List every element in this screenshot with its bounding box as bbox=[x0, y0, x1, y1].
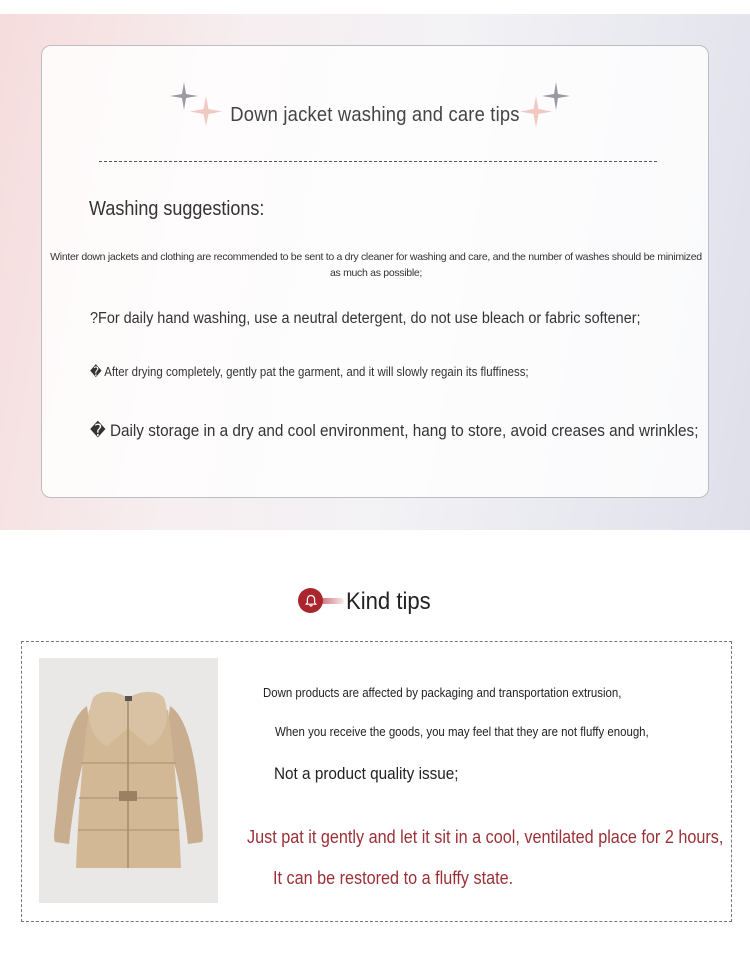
kind-tip-line: When you receive the goods, you may feel that they are not fluffy enough, bbox=[275, 724, 649, 739]
kind-tips-box bbox=[21, 641, 732, 922]
title-divider bbox=[99, 161, 657, 162]
care-tips-section bbox=[0, 14, 750, 530]
tip-item: ?For daily hand washing, use a neutral detergent, do not use bleach or fabric softener; bbox=[90, 310, 641, 327]
bell-icon bbox=[298, 588, 323, 613]
care-card-title: Down jacket washing and care tips bbox=[230, 104, 520, 126]
kind-tip-highlight: Just pat it gently and let it sit in a cool, ventilated place for 2 hours, bbox=[247, 827, 724, 847]
tip-item: � After drying completely, gently pat the garment, and it will slowly regain its fluffiness; bbox=[90, 364, 529, 379]
tip-item: � Daily storage in a dry and cool environment, hang to store, avoid creases and wrinkles; bbox=[90, 421, 699, 440]
down-jacket-image bbox=[39, 658, 218, 903]
care-tips-card bbox=[41, 45, 709, 498]
kind-tip-highlight: It can be restored to a fluffy state. bbox=[273, 868, 514, 888]
washing-intro: Winter down jackets and clothing are recommended to be sent to a dry cleaner for washing and care, and the number of washes should be minimized as much as possible; bbox=[50, 251, 702, 279]
kind-tips-title: Kind tips bbox=[346, 588, 431, 615]
kind-tip-line: Down products are affected by packaging and transportation extrusion, bbox=[263, 685, 622, 700]
washing-heading: Washing suggestions: bbox=[89, 198, 265, 220]
kind-tip-line: Not a product quality issue; bbox=[274, 764, 459, 783]
